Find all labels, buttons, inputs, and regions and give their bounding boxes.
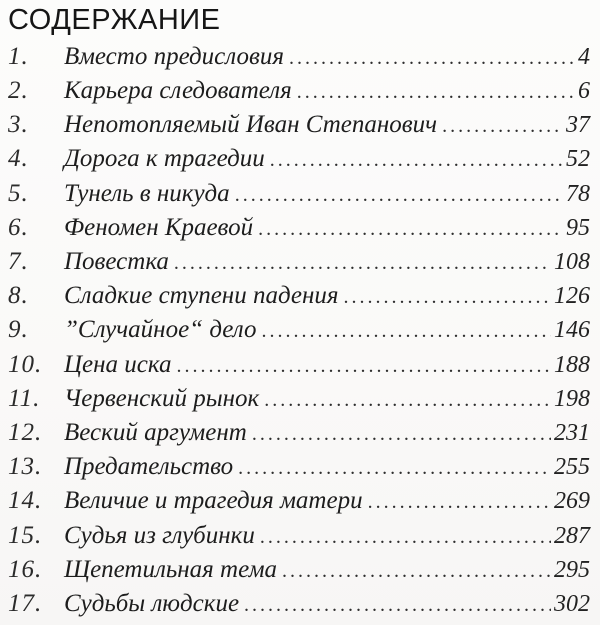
toc-entry-page: 52 — [566, 146, 590, 173]
toc-entry-title: Дорога к трагедии — [64, 145, 265, 173]
toc-entry-number: 17. — [8, 589, 43, 617]
toc-leader-dots — [264, 389, 551, 412]
toc-entry-page: 269 — [554, 488, 590, 515]
toc-entry-page: 126 — [554, 283, 590, 310]
toc-entry-number: 14. — [8, 487, 43, 515]
toc-list — [8, 43, 590, 624]
toc-entry-page: 295 — [554, 556, 590, 583]
toc-leader-dots — [344, 286, 551, 309]
toc-leader-dots — [235, 184, 563, 207]
toc-entry-title: Червенский рынок — [64, 384, 260, 412]
toc-entry-title: Карьера следователя — [64, 77, 292, 105]
toc-entry-number: 7. — [8, 248, 29, 276]
toc-entry — [8, 282, 590, 316]
toc-entry-title: Щепетильная тема — [64, 555, 278, 583]
toc-entry — [8, 385, 590, 419]
toc-entry-page: 4 — [578, 43, 590, 70]
toc-leader-dots — [258, 218, 563, 241]
toc-entry — [8, 590, 590, 624]
toc-leader-dots — [282, 560, 551, 583]
toc-leader-dots — [368, 491, 551, 514]
toc-entry-title: Предательство — [64, 453, 234, 481]
toc-entry — [8, 453, 590, 487]
toc-entry-number: 13. — [8, 453, 43, 481]
toc-entry — [8, 419, 590, 453]
toc-entry-number: 1. — [8, 42, 29, 70]
toc-leader-dots — [442, 115, 563, 138]
toc-entry — [8, 77, 590, 111]
toc-leader-dots — [244, 594, 551, 617]
toc-entry-page: 231 — [554, 419, 590, 446]
toc-entry-page: 95 — [566, 214, 590, 241]
toc-entry-page: 287 — [554, 522, 590, 549]
toc-leader-dots — [174, 252, 551, 275]
toc-entry-title: Величие и трагедия матери — [64, 487, 363, 515]
toc-leader-dots — [270, 149, 563, 172]
toc-entry-page: 198 — [554, 385, 590, 412]
toc-entry — [8, 556, 590, 590]
toc-entry-number: 10. — [8, 350, 43, 378]
toc-leader-dots — [261, 320, 551, 343]
page-title: СОДЕРЖАНИЕ — [8, 4, 221, 36]
toc-entry — [8, 248, 590, 282]
toc-leader-dots — [238, 457, 551, 480]
toc-entry-page: 255 — [554, 454, 590, 481]
toc-entry-title: Вместо предисловия — [64, 42, 284, 70]
toc-entry — [8, 522, 590, 556]
toc-entry — [8, 316, 590, 350]
toc-entry — [8, 43, 590, 77]
toc-entry-number: 3. — [8, 111, 29, 139]
toc-entry — [8, 214, 590, 248]
toc-entry-title: Веский аргумент — [64, 418, 247, 446]
toc-entry-number: 8. — [8, 282, 29, 310]
toc-entry-number: 9. — [8, 316, 29, 344]
toc-entry-title: ”Случайное“ дело — [64, 316, 257, 344]
toc-entry-number: 16. — [8, 555, 43, 583]
toc-entry-number: 6. — [8, 213, 29, 241]
toc-entry — [8, 111, 590, 145]
toc-entry — [8, 180, 590, 214]
toc-entry-title: Судья из глубинки — [64, 521, 255, 549]
toc-leader-dots — [297, 81, 575, 104]
toc-entry-page: 188 — [554, 351, 590, 378]
toc-entry — [8, 145, 590, 179]
toc-entry-number: 15. — [8, 521, 43, 549]
toc-entry-title: Повестка — [64, 248, 169, 276]
toc-entry-title: Феномен Краевой — [64, 213, 254, 241]
toc-entry-page: 6 — [578, 78, 590, 105]
toc-entry — [8, 487, 590, 521]
toc-leader-dots — [289, 47, 575, 70]
toc-entry-title: Тунель в никуда — [64, 179, 230, 207]
toc-entry-title: Цена иска — [64, 350, 172, 378]
toc-entry-page: 108 — [554, 249, 590, 276]
toc-entry-page: 78 — [566, 180, 590, 207]
toc-entry-page: 146 — [554, 317, 590, 344]
toc-entry-number: 5. — [8, 179, 29, 207]
toc-entry-title: Непотопляемый Иван Степанович — [64, 111, 438, 139]
toc-entry — [8, 351, 590, 385]
toc-leader-dots — [176, 355, 551, 378]
toc-entry-number: 2. — [8, 77, 29, 105]
toc-entry-number: 12. — [8, 418, 43, 446]
toc-entry-title: Сладкие ступени падения — [64, 282, 339, 310]
toc-leader-dots — [252, 423, 551, 446]
toc-entry-number: 11. — [8, 384, 41, 412]
toc-entry-page: 37 — [566, 112, 590, 139]
toc-entry-page: 302 — [554, 590, 590, 617]
toc-entry-number: 4. — [8, 145, 29, 173]
toc-entry-title: Судьбы людские — [64, 589, 240, 617]
toc-leader-dots — [260, 526, 551, 549]
